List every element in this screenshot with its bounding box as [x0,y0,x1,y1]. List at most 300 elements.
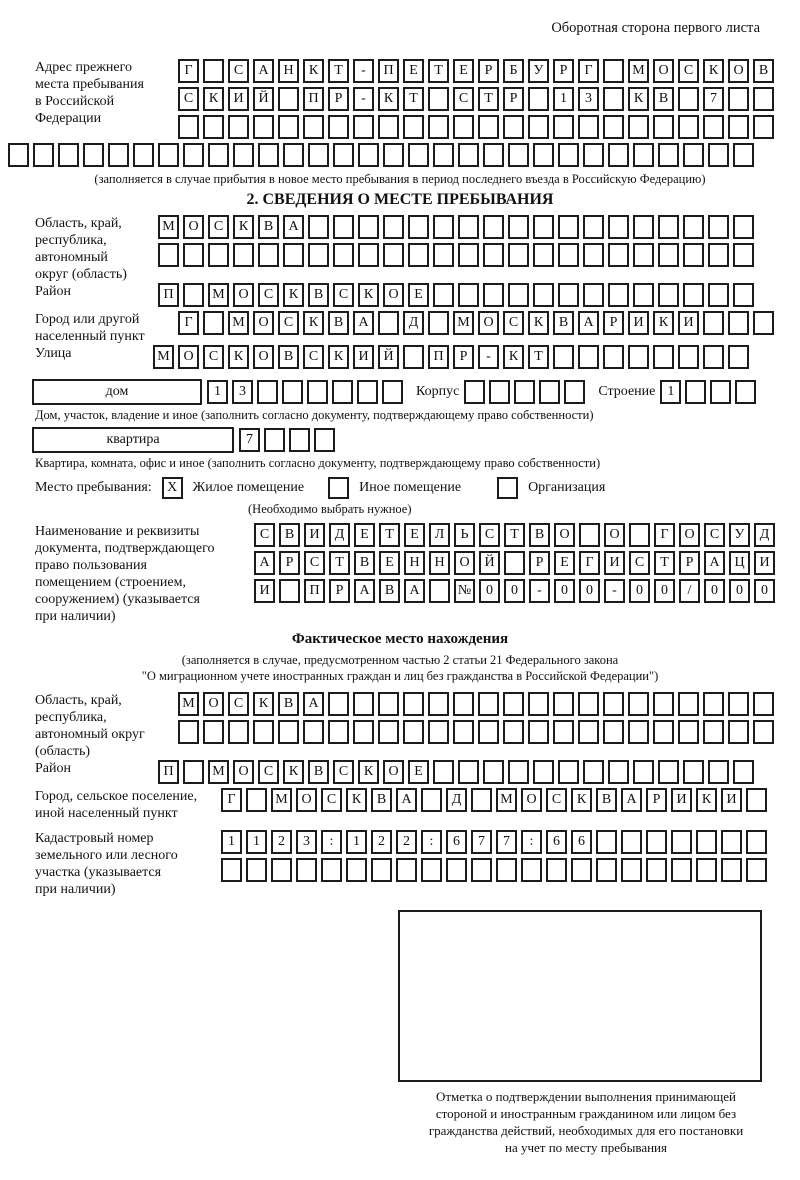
char-box: В [529,523,550,547]
char-box: В [379,579,400,603]
char-box [246,788,267,812]
char-box [478,692,499,716]
char-box [471,788,492,812]
char-box: 7 [496,830,517,854]
inoe-checkbox [328,477,349,499]
char-box: О [253,311,274,335]
dom-row [32,379,792,405]
char-box: 1 [221,830,242,854]
char-box [633,243,654,267]
char-box [421,788,442,812]
char-box [658,215,679,239]
char-box: К [203,87,224,111]
char-box [746,788,767,812]
char-box [158,143,179,167]
char-box [603,87,624,111]
document-row-2 [254,551,792,575]
kadastr-row-1 [221,830,792,854]
char-box: 6 [546,830,567,854]
char-box [578,115,599,139]
stroenie-label: Строение [598,384,656,399]
char-box: И [671,788,692,812]
zhiloe-label: Жилое помещение [192,480,305,495]
mesto-label: Место пребывания: [35,480,152,495]
char-box [753,720,774,744]
char-box: А [283,215,304,239]
char-box [578,720,599,744]
char-box [621,858,642,882]
char-box [508,283,529,307]
prev-address-row-4 [8,143,792,167]
char-box: Г [178,59,199,83]
char-box: 0 [554,579,575,603]
char-box [346,858,367,882]
raion-row [158,283,792,307]
char-box [458,215,479,239]
char-box: 1 [660,380,681,404]
char-box [383,243,404,267]
char-box [728,345,749,369]
char-box [721,830,742,854]
char-box [183,143,204,167]
char-box [496,858,517,882]
prev-address-block [8,59,792,143]
char-box [203,59,224,83]
char-box: - [353,59,374,83]
fact-raion-row [158,760,792,784]
char-box [221,858,242,882]
char-box [703,720,724,744]
char-box: А [254,551,275,575]
char-box: Т [328,59,349,83]
stroenie-cells [660,380,756,404]
prev-address-row-1 [178,59,792,83]
char-box [546,858,567,882]
char-box [658,283,679,307]
char-box [553,345,574,369]
char-box [504,551,525,575]
char-box [371,858,392,882]
char-box [583,283,604,307]
char-box [603,59,624,83]
char-box: С [254,523,275,547]
char-box: А [621,788,642,812]
char-box: К [346,788,367,812]
char-box: : [421,830,442,854]
char-box: С [278,311,299,335]
fact-raion-label: Район [35,761,71,776]
char-box [571,858,592,882]
char-box [408,143,429,167]
char-box [307,380,328,404]
char-box [378,720,399,744]
char-box: С [704,523,725,547]
dom-caption: Дом, участок, владение и иное (заполнить согласно документу, подтверждающему право собственности) [35,408,594,422]
char-box [503,720,524,744]
char-box: К [628,87,649,111]
char-box [508,215,529,239]
char-box [396,858,417,882]
char-box [678,720,699,744]
char-box: - [353,87,374,111]
dom-number-cells [207,380,403,404]
char-box: О [383,760,404,784]
char-box [608,143,629,167]
char-box: Д [329,523,350,547]
oblast-block [8,215,792,283]
char-box: И [721,788,742,812]
char-box [403,692,424,716]
char-box [428,87,449,111]
char-box: И [254,579,275,603]
char-box: Р [553,59,574,83]
char-box [578,692,599,716]
char-box: В [308,283,329,307]
char-box [233,143,254,167]
char-box: А [253,59,274,83]
gorod-row [178,311,792,335]
fact-gorod-row [221,788,792,812]
char-box [108,143,129,167]
fact-oblast-block [8,692,792,760]
char-box: О [233,283,254,307]
char-box [458,283,479,307]
char-box: К [503,345,524,369]
char-box [58,143,79,167]
char-box: Т [478,87,499,111]
char-box [178,720,199,744]
char-box [703,311,724,335]
char-box [258,243,279,267]
char-box: Б [503,59,524,83]
char-box: Н [429,551,450,575]
kvartira-box: квартира [32,427,234,453]
char-box [608,283,629,307]
char-box: М [496,788,517,812]
char-box [483,243,504,267]
char-box [203,311,224,335]
char-box [539,380,560,404]
char-box [83,143,104,167]
char-box [721,858,742,882]
char-box: - [529,579,550,603]
char-box: К [358,760,379,784]
char-box: 3 [232,380,253,404]
char-box: А [354,579,375,603]
char-box: Р [503,87,524,111]
char-box [428,692,449,716]
char-box [208,143,229,167]
char-box: В [653,87,674,111]
char-box: П [158,283,179,307]
char-box [735,380,756,404]
char-box [353,692,374,716]
char-box: С [178,87,199,111]
char-box [596,830,617,854]
fact-oblast-row-1 [178,692,792,716]
char-box [158,243,179,267]
char-box [558,215,579,239]
char-box: С [503,311,524,335]
oblast-label: Область, край, республика, автономный округ (область) [35,216,127,282]
char-box [683,143,704,167]
char-box: М [271,788,292,812]
char-box: У [528,59,549,83]
char-box: О [178,345,199,369]
char-box: 7 [471,830,492,854]
char-box [696,830,717,854]
char-box: Ь [454,523,475,547]
char-box [703,115,724,139]
char-box: Р [329,579,350,603]
char-box: С [258,283,279,307]
char-box: М [208,760,229,784]
mesto-row [35,477,792,499]
char-box [583,215,604,239]
char-box [533,283,554,307]
char-box: И [304,523,325,547]
char-box [433,760,454,784]
char-box [733,143,754,167]
ulitsa-row [153,345,792,369]
char-box [733,215,754,239]
char-box [233,243,254,267]
char-box: К [696,788,717,812]
char-box: К [253,692,274,716]
char-box: О [233,760,254,784]
char-box: 0 [479,579,500,603]
char-box: П [158,760,179,784]
char-box [433,283,454,307]
char-box: - [478,345,499,369]
char-box: Р [603,311,624,335]
char-box [685,380,706,404]
char-box [183,283,204,307]
char-box: О [253,345,274,369]
char-box [629,523,650,547]
char-box: С [321,788,342,812]
char-box [678,87,699,111]
char-box [703,692,724,716]
char-box: Р [328,87,349,111]
char-box [646,830,667,854]
char-box [753,87,774,111]
char-box: С [453,87,474,111]
char-box: Е [408,760,429,784]
stamp-caption: Отметка о подтверждении выполнения принимающей стороной и иностранным гражданином или лицом без гражданства действий, необходимых для его постановки на учет по месту пребывания [428,1089,744,1155]
char-box [408,215,429,239]
char-box [628,720,649,744]
char-box: О [296,788,317,812]
char-box [521,858,542,882]
char-box [703,345,724,369]
char-box [279,579,300,603]
char-box [428,720,449,744]
char-box [553,720,574,744]
mesto-caption: (Необходимо выбрать нужное) [248,502,412,516]
char-box [514,380,535,404]
char-box [483,215,504,239]
char-box: Р [453,345,474,369]
char-box [728,87,749,111]
char-box: Т [528,345,549,369]
char-box: А [396,788,417,812]
char-box: Р [679,551,700,575]
char-box [403,115,424,139]
char-box: К [233,215,254,239]
char-box [483,283,504,307]
char-box: И [228,87,249,111]
char-box [558,143,579,167]
char-box [728,311,749,335]
char-box: М [208,283,229,307]
char-box: В [328,311,349,335]
char-box [458,243,479,267]
char-box [383,215,404,239]
char-box: О [521,788,542,812]
char-box [328,692,349,716]
char-box: 0 [754,579,775,603]
char-box [403,345,424,369]
char-box: Е [453,59,474,83]
char-box: О [728,59,749,83]
char-box [283,143,304,167]
char-box: № [454,579,475,603]
char-box: 7 [239,428,260,452]
char-box [278,87,299,111]
char-box [678,115,699,139]
char-box [421,858,442,882]
char-box: Е [554,551,575,575]
char-box [428,115,449,139]
kadastr-rows [221,830,792,886]
char-box: - [604,579,625,603]
char-box: К [283,283,304,307]
char-box [533,143,554,167]
char-box [608,760,629,784]
fact-caption: (заполняется в случае, предусмотренном частью 2 статьи 21 Федерального закона "О миграционном учете иностранных граждан и лиц без гражданства в Российской Федерации") [141,653,659,683]
char-box: К [703,59,724,83]
char-box: 0 [579,579,600,603]
kvartira-cells [239,428,335,452]
char-box: О [183,215,204,239]
char-box [528,115,549,139]
char-box [708,243,729,267]
char-box: Е [408,283,429,307]
char-box [382,380,403,404]
char-box: М [153,345,174,369]
char-box [228,720,249,744]
char-box: М [453,311,474,335]
char-box: П [428,345,449,369]
fact-gorod-block [8,788,792,822]
char-box [621,830,642,854]
char-box: Г [578,59,599,83]
char-box: В [258,215,279,239]
char-box [328,720,349,744]
char-box: Т [379,523,400,547]
char-box: В [354,551,375,575]
char-box: И [604,551,625,575]
char-box: Й [253,87,274,111]
char-box [646,858,667,882]
char-box [453,720,474,744]
char-box [596,858,617,882]
fact-oblast-row-2 [178,720,792,744]
char-box: О [203,692,224,716]
char-box [683,283,704,307]
char-box [271,858,292,882]
char-box: В [596,788,617,812]
document-block [8,523,792,625]
char-box [314,428,335,452]
char-box: К [228,345,249,369]
char-box [653,692,674,716]
char-box: И [353,345,374,369]
char-box [633,283,654,307]
char-box [678,345,699,369]
char-box [278,720,299,744]
char-box: П [303,87,324,111]
char-box [603,692,624,716]
prev-address-rows [178,59,792,143]
char-box: : [321,830,342,854]
fact-title: Фактическое место нахождения [291,631,509,647]
char-box [746,830,767,854]
char-box [333,215,354,239]
char-box [353,115,374,139]
korpus-cells [464,380,585,404]
char-box [583,760,604,784]
char-box [203,720,224,744]
char-box: Н [404,551,425,575]
char-box [583,243,604,267]
gorod-block [8,311,792,345]
char-box [608,243,629,267]
ulitsa-label: Улица [35,346,72,361]
char-box [483,760,504,784]
section2-title: 2. СВЕДЕНИЯ О МЕСТЕ ПРЕБЫВАНИЯ [246,191,554,208]
char-box [333,243,354,267]
dom-box: дом [32,379,202,405]
char-box [658,243,679,267]
gorod-label: Город или другой населенный пункт [35,312,145,344]
char-box: С [479,523,500,547]
char-box: Г [178,311,199,335]
prev-address-row-2 [178,87,792,111]
char-box [246,858,267,882]
char-box: И [678,311,699,335]
char-box: 0 [629,579,650,603]
char-box [508,143,529,167]
char-box [296,858,317,882]
char-box [308,243,329,267]
char-box: Е [354,523,375,547]
char-box [671,858,692,882]
char-box [378,115,399,139]
char-box: О [383,283,404,307]
kadastr-label: Кадастровый номер земельного или лесного участка (указывается при наличии) [35,831,178,897]
char-box: А [353,311,374,335]
char-box: Д [403,311,424,335]
char-box [733,283,754,307]
char-box [403,720,424,744]
char-box: Р [529,551,550,575]
char-box: П [378,59,399,83]
char-box [628,692,649,716]
prev-address-label: Адрес прежнего места пребывания в Российской Федерации [35,60,144,126]
char-box: И [754,551,775,575]
